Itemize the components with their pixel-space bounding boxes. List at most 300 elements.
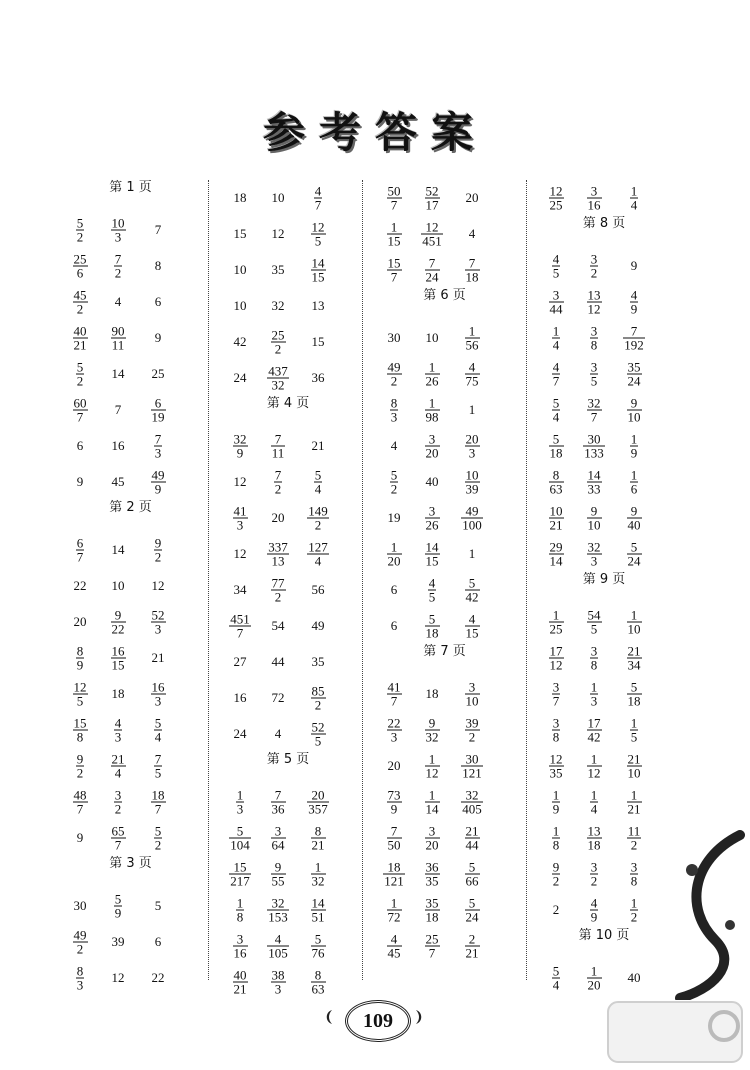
answer-value: 12 (271, 226, 285, 241)
numerator: 3 (428, 823, 436, 839)
denominator: 7 (151, 802, 166, 816)
answer-value (296, 721, 340, 748)
denominator: 9 (114, 905, 122, 921)
numerator: 25 (73, 251, 87, 267)
numerator: 5 (428, 611, 436, 627)
denominator: 7 (552, 373, 560, 389)
answer-value (96, 253, 140, 280)
denominator: 45 (387, 945, 401, 961)
denominator: 9 (630, 301, 638, 317)
answer-value (256, 789, 300, 816)
numerator: 9 (590, 503, 598, 519)
answer-value: 10 (111, 578, 125, 593)
denominator: 3 (387, 730, 402, 744)
denominator: 66 (465, 873, 479, 889)
fraction (587, 541, 602, 568)
fraction (151, 789, 166, 816)
numerator: 3 (274, 823, 282, 839)
denominator: 9 (630, 445, 638, 461)
fraction (154, 537, 163, 564)
numerator: 1 (630, 183, 638, 199)
answer-value: 4 (274, 726, 282, 741)
fraction (627, 609, 642, 636)
answer-value: 40 (425, 474, 439, 489)
numerator: 38 (271, 967, 285, 983)
denominator: 51 (311, 909, 325, 925)
fraction (267, 541, 289, 568)
fraction (111, 645, 126, 672)
fraction (627, 753, 642, 780)
numerator: 1 (630, 715, 638, 731)
answer-value: 24 (233, 726, 247, 741)
answer-value (612, 717, 656, 744)
fraction (627, 541, 642, 568)
numerator: 4 (590, 895, 598, 911)
denominator: 5 (590, 373, 598, 389)
answer-value: 15 (311, 334, 325, 349)
fraction (552, 717, 561, 744)
answer-value: 20 (465, 190, 479, 205)
answer-value (612, 825, 656, 852)
fraction (151, 681, 166, 708)
denominator: 4 (552, 337, 560, 353)
numerator: 14 (311, 255, 325, 271)
numerator: 1 (390, 539, 398, 555)
page-title: 参考答案 (262, 108, 487, 157)
fraction (111, 609, 126, 636)
numerator: 3 (552, 287, 560, 303)
denominator: 133 (584, 445, 604, 461)
fraction (267, 897, 289, 924)
fraction (465, 825, 480, 852)
answer-value: 20 (387, 758, 401, 773)
answer-value: 9 (76, 474, 84, 489)
numerator: 1 (236, 895, 244, 911)
fraction (387, 789, 402, 816)
numerator: 13 (587, 823, 601, 839)
answer-value (256, 469, 300, 496)
denominator: 192 (624, 337, 644, 353)
answer-value: 10 (233, 262, 247, 277)
column-divider (362, 180, 363, 980)
denominator: 7 (314, 197, 322, 213)
numerator: 52 (425, 183, 439, 199)
answer-value (136, 681, 180, 708)
answer-value (612, 469, 656, 496)
denominator: 10 (587, 517, 601, 533)
numerator: 5 (630, 679, 638, 695)
fraction (76, 645, 85, 672)
answer-value (136, 609, 180, 636)
answer-value (256, 933, 300, 960)
denominator: 3 (390, 409, 398, 425)
numerator: 41 (233, 503, 247, 519)
numerator: 15 (73, 715, 87, 731)
answer-value: 18 (233, 190, 247, 205)
answer-value (572, 289, 616, 316)
answer-value: 6 (390, 582, 398, 597)
answer-value: 44 (271, 654, 285, 669)
fraction (73, 397, 88, 424)
fraction (111, 217, 126, 244)
fraction (111, 753, 126, 780)
numerator: 437 (268, 363, 288, 379)
fraction (465, 469, 480, 496)
answer-value (450, 433, 494, 460)
answer-value: 16 (233, 690, 247, 705)
numerator: 3 (114, 787, 122, 803)
answer-value (410, 753, 454, 780)
fraction (311, 257, 326, 284)
denominator: 3 (114, 729, 122, 745)
answer-value (410, 221, 454, 248)
answer-value (572, 681, 616, 708)
fraction (552, 253, 561, 280)
fraction (151, 609, 166, 636)
fraction (387, 221, 402, 248)
numerator: 3 (630, 859, 638, 875)
numerator: 35 (627, 359, 641, 375)
denominator: 33 (587, 481, 601, 497)
answer-value (410, 933, 454, 960)
numerator: 9 (630, 395, 638, 411)
answer-value: 45 (111, 474, 125, 489)
numerator: 4 (552, 359, 560, 375)
fraction (425, 861, 440, 888)
denominator: 18 (587, 837, 601, 853)
numerator: 22 (387, 715, 401, 731)
section-heading: 第 10 页 (578, 928, 630, 943)
numerator: 30 (587, 431, 601, 447)
numerator: 21 (465, 823, 479, 839)
denominator: 3 (271, 982, 286, 996)
numerator: 3 (428, 431, 436, 447)
fraction (465, 717, 480, 744)
fraction (73, 325, 88, 352)
answer-value (410, 789, 454, 816)
numerator: 40 (233, 967, 247, 983)
denominator: 63 (311, 981, 325, 997)
answer-value (296, 969, 340, 996)
answer-value (572, 185, 616, 212)
fraction (76, 965, 85, 992)
numerator: 18 (387, 859, 401, 875)
fraction (425, 361, 440, 388)
answer-value: 30 (73, 898, 87, 913)
answer-value (450, 505, 494, 532)
fraction (549, 645, 564, 672)
answer-value: 13 (311, 298, 325, 313)
denominator: 5 (587, 622, 602, 636)
denominator: 22 (111, 621, 125, 637)
answer-value: 25 (151, 366, 165, 381)
section-heading: 第 5 页 (266, 752, 310, 767)
column-divider (526, 180, 527, 980)
section-heading: 第 6 页 (423, 288, 466, 303)
fraction (425, 541, 440, 568)
answer-value (256, 541, 300, 568)
answer-value: 35 (311, 654, 325, 669)
answer-value (296, 825, 340, 852)
fraction (465, 613, 480, 640)
fraction (587, 965, 602, 992)
answer-value (256, 825, 300, 852)
answer-value (410, 861, 454, 888)
answer-value (572, 253, 616, 280)
fraction (311, 969, 326, 996)
fraction (425, 753, 440, 780)
numerator: 48 (73, 787, 87, 803)
denominator: 357 (308, 801, 328, 817)
answer-value: 20 (271, 510, 285, 525)
numerator: 127 (308, 539, 328, 555)
numerator: 10 (549, 503, 563, 519)
numerator: 15 (233, 859, 247, 875)
answer-value (256, 365, 300, 392)
fraction (271, 329, 286, 356)
denominator: 50 (387, 837, 401, 853)
numerator: 5 (314, 931, 322, 947)
denominator: 12 (425, 765, 439, 781)
numerator: 32 (271, 895, 285, 911)
numerator: 7 (274, 787, 282, 803)
denominator: 24 (465, 909, 479, 925)
fraction (387, 717, 402, 744)
page-number: 109 (345, 1000, 411, 1042)
answer-value (96, 217, 140, 244)
section-heading: 第 9 页 (582, 572, 626, 587)
numerator: 1 (590, 787, 598, 803)
denominator: 24 (425, 269, 439, 285)
answer-value (612, 861, 656, 888)
numerator: 451 (230, 611, 250, 627)
fraction (549, 469, 564, 496)
denominator: 34 (627, 657, 641, 673)
answer-value: 10 (425, 330, 439, 345)
fraction (630, 861, 639, 888)
answer-value (296, 685, 340, 712)
fraction (425, 613, 440, 640)
answer-value: 6 (76, 438, 84, 453)
numerator: 3 (590, 251, 598, 267)
fraction (76, 361, 85, 388)
answer-value (136, 753, 180, 780)
fraction (549, 505, 564, 532)
numerator: 5 (390, 467, 398, 483)
fraction (552, 325, 561, 352)
fraction (387, 541, 402, 568)
answer-value: 12 (233, 546, 247, 561)
denominator: 20 (587, 977, 601, 993)
denominator: 153 (268, 909, 288, 925)
answer-value: 2 (552, 902, 560, 917)
fraction (73, 789, 88, 816)
answer-value (450, 825, 494, 852)
numerator: 1 (468, 323, 476, 339)
answer-value (612, 681, 656, 708)
denominator: 10 (465, 693, 479, 709)
denominator: 63 (549, 481, 563, 497)
numerator: 60 (73, 395, 87, 411)
denominator: 2 (114, 265, 122, 281)
denominator: 8 (236, 909, 244, 925)
numerator: 49 (465, 503, 479, 519)
fraction (73, 717, 88, 744)
answer-value: 14 (111, 366, 125, 381)
answer-value (296, 861, 340, 888)
numerator: 337 (268, 539, 288, 555)
answer-value: 20 (73, 614, 87, 629)
fraction (587, 289, 602, 316)
fraction (587, 717, 602, 744)
answer-value (450, 717, 494, 744)
fraction (229, 825, 251, 852)
section-heading: 第 8 页 (582, 216, 626, 231)
denominator: 8 (552, 729, 560, 745)
answer-value (96, 325, 140, 352)
denominator: 8 (590, 337, 598, 353)
answer-value (450, 325, 494, 352)
answer-value: 22 (73, 578, 87, 593)
answer-value (256, 861, 300, 888)
numerator: 149 (308, 503, 328, 519)
fraction (461, 753, 483, 780)
fraction (630, 469, 639, 496)
answer-value (96, 753, 140, 780)
denominator: 4 (630, 197, 638, 213)
answer-value: 14 (111, 542, 125, 557)
denominator: 3 (76, 977, 84, 993)
fraction (154, 825, 163, 852)
denominator: 4 (154, 729, 162, 745)
denominator: 21 (627, 801, 641, 817)
fraction (465, 325, 480, 352)
answer-value: 36 (311, 370, 325, 385)
numerator: 40 (73, 323, 87, 339)
denominator: 2 (630, 909, 638, 925)
numerator: 21 (627, 751, 641, 767)
fraction (465, 433, 480, 460)
fraction (311, 861, 326, 888)
answer-value (96, 893, 140, 920)
numerator: 29 (549, 539, 563, 555)
denominator: 8 (73, 730, 88, 744)
denominator: 20 (425, 837, 439, 853)
fraction (111, 325, 126, 352)
numerator: 9 (630, 503, 638, 519)
numerator: 12 (73, 679, 87, 695)
denominator: 15 (311, 269, 325, 285)
denominator: 20 (387, 553, 401, 569)
numerator: 12 (549, 751, 563, 767)
answer-value: 12 (111, 970, 125, 985)
answer-value (96, 609, 140, 636)
numerator: 1 (428, 395, 436, 411)
answer-value (410, 717, 454, 744)
numerator: 4 (314, 183, 322, 199)
denominator: 18 (425, 625, 439, 641)
numerator: 7 (114, 251, 122, 267)
denominator: 5 (154, 765, 162, 781)
numerator: 25 (425, 931, 439, 947)
fraction (271, 969, 286, 996)
denominator: 2 (114, 801, 122, 817)
answer-value (450, 681, 494, 708)
numerator: 3 (590, 859, 598, 875)
denominator: 19 (151, 409, 165, 425)
fraction (114, 893, 123, 920)
answer-value: 27 (233, 654, 247, 669)
numerator: 1 (390, 219, 398, 235)
denominator: 2 (552, 873, 560, 889)
answer-value (450, 361, 494, 388)
fraction (583, 433, 605, 460)
denominator: 14 (425, 801, 439, 817)
denominator: 75 (465, 373, 479, 389)
answer-value (296, 789, 340, 816)
answer-value (136, 789, 180, 816)
fraction (549, 185, 564, 212)
answer-value: 24 (233, 370, 247, 385)
fraction (387, 933, 402, 960)
fraction (114, 253, 123, 280)
numerator: 8 (390, 395, 398, 411)
denominator: 64 (271, 837, 285, 853)
fraction (587, 397, 602, 424)
answer-value (572, 505, 616, 532)
numerator: 11 (627, 823, 641, 839)
answer-value (612, 505, 656, 532)
denominator: 9 (233, 446, 248, 460)
denominator: 100 (462, 517, 482, 533)
denominator: 105 (268, 945, 288, 961)
denominator: 42 (465, 589, 479, 605)
denominator: 5 (552, 265, 560, 281)
answer-value: 8 (154, 258, 162, 273)
numerator: 10 (111, 215, 125, 231)
denominator: 44 (465, 837, 479, 853)
fraction (114, 789, 123, 816)
fraction (630, 717, 639, 744)
denominator: 7 (76, 549, 84, 565)
fraction (229, 861, 251, 888)
denominator: 5 (311, 234, 326, 248)
answer-value (136, 433, 180, 460)
denominator: 8 (630, 873, 638, 889)
fraction (73, 929, 88, 956)
denominator: 4 (307, 554, 329, 568)
fraction (154, 433, 163, 460)
fraction (549, 753, 564, 780)
numerator: 50 (387, 183, 401, 199)
numerator: 20 (465, 431, 479, 447)
answer-value (612, 433, 656, 460)
numerator: 1 (552, 823, 560, 839)
answer-value: 7 (154, 222, 162, 237)
denominator: 3 (590, 693, 598, 709)
numerator: 5 (314, 467, 322, 483)
denominator: 32 (425, 729, 439, 745)
denominator: 76 (311, 945, 325, 961)
answer-value: 4 (114, 294, 122, 309)
numerator: 36 (425, 859, 439, 875)
numerator: 21 (627, 643, 641, 659)
answer-value: 9 (76, 830, 84, 845)
answer-value: 10 (233, 298, 247, 313)
fraction (314, 185, 323, 212)
denominator: 5 (630, 729, 638, 745)
answer-value (410, 825, 454, 852)
